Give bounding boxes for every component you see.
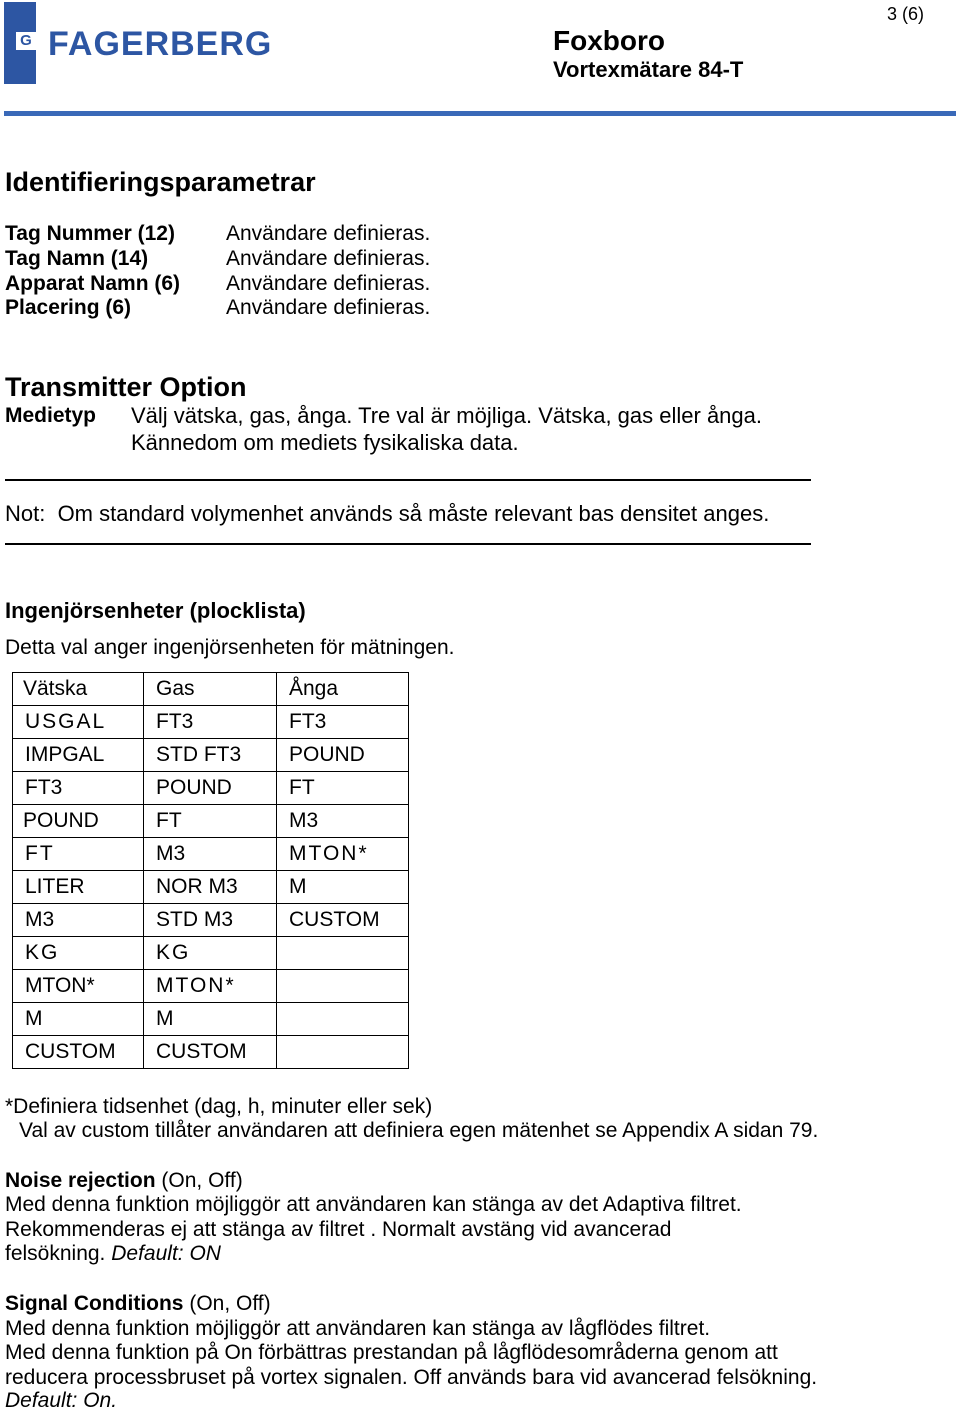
note-rule-bottom (5, 543, 811, 545)
table-cell: FT (277, 772, 409, 805)
table-cell (277, 970, 409, 1003)
units-footnote-2: Val av custom tillåter användaren att definiera egen mätenhet se Appendix A sidan 79. (19, 1119, 819, 1142)
table-cell: IMPGAL (13, 739, 144, 772)
table-header-row (13, 673, 409, 706)
table-cell: STD M3 (144, 904, 277, 937)
table-row (13, 970, 409, 1003)
noise-rejection-title-line (5, 1169, 243, 1193)
noise-rejection-text-3: felsökning. (5, 1242, 112, 1265)
table-cell: FT3 (277, 706, 409, 739)
note-text: Not: Om standard volymenhet används så måste relevant bas densitet anges. (5, 501, 770, 526)
table-row (13, 937, 409, 970)
noise-rejection-text-1: Med denna funktion möjliggör att användaren kan stänga av det Adaptiva filtret. (5, 1193, 742, 1216)
table-row (13, 904, 409, 937)
table-row (13, 1036, 409, 1069)
table-cell: FT3 (144, 706, 277, 739)
table-cell: NOR M3 (144, 871, 277, 904)
table-row (13, 805, 409, 838)
table-cell: MTON* (277, 838, 409, 871)
table-row (13, 772, 409, 805)
table-cell: MTON* (144, 970, 277, 1003)
noise-rejection-title: Noise rejection (5, 1169, 156, 1192)
table-cell: M (144, 1003, 277, 1036)
identification-heading: Identifieringsparametrar (5, 167, 316, 197)
table-cell: M3 (144, 838, 277, 871)
noise-rejection-default: Default: ON (111, 1242, 221, 1265)
column-header-gas: Gas (144, 673, 277, 706)
units-table (12, 672, 409, 1069)
noise-rejection-options: (On, Off) (155, 1169, 243, 1192)
table-row (13, 871, 409, 904)
signal-conditions-text-2: Med denna funktion på On förbättras prestandan på lågflödesområderna genom att (5, 1341, 778, 1364)
logo-text: FAGERBERG (48, 25, 273, 63)
units-description: Detta val anger ingenjörsenheten för mätningen. (5, 636, 455, 659)
param-label: Tag Nummer (12) (5, 222, 175, 245)
header-rule (4, 111, 956, 116)
param-value: Användare definieras. (226, 272, 431, 295)
param-value: Användare definieras. (226, 247, 431, 270)
table-cell: MTON* (13, 970, 144, 1003)
table-cell (277, 1003, 409, 1036)
page-number: 3 (6) (887, 4, 925, 24)
table-cell (277, 1036, 409, 1069)
param-value: Användare definieras. (226, 222, 431, 245)
table-row (13, 739, 409, 772)
table-cell: CUSTOM (13, 1036, 144, 1069)
table-cell: CUSTOM (277, 904, 409, 937)
medietyp-text-1: Välj vätska, gas, ånga. Tre val är möjliga. Vätska, gas eller ånga. (131, 403, 762, 428)
table-cell: KG (144, 937, 277, 970)
signal-conditions-text-3: reducera processbruset på vortex signalen. Off används bara vid avancerad felsökning. (5, 1366, 818, 1389)
param-label: Apparat Namn (6) (5, 272, 181, 295)
param-value: Användare definieras. (226, 296, 431, 319)
medietyp-text-2: Kännedom om mediets fysikaliska data. (131, 430, 519, 455)
signal-conditions-default: Default: On. (5, 1389, 118, 1412)
signal-conditions-options: (On, Off) (183, 1292, 271, 1315)
medietyp-label: Medietyp (5, 404, 97, 427)
header-subtitle: Vortexmätare 84-T (553, 57, 744, 82)
table-cell: POUND (277, 739, 409, 772)
signal-conditions-text-1: Med denna funktion möjliggör att användaren kan stänga av lågflödes filtret. (5, 1317, 711, 1340)
note-rule-top (5, 479, 811, 481)
table-cell (277, 937, 409, 970)
table-cell: FT (144, 805, 277, 838)
table-cell: USGAL (13, 706, 144, 739)
signal-conditions-title-line (5, 1292, 271, 1316)
table-cell: KG (13, 937, 144, 970)
table-cell: FT (13, 838, 144, 871)
param-label: Placering (6) (5, 296, 132, 319)
table-cell: LITER (13, 871, 144, 904)
table-row (13, 1003, 409, 1036)
signal-conditions-title: Signal Conditions (5, 1292, 184, 1315)
table-cell: M (13, 1003, 144, 1036)
logo-letter: G (20, 32, 32, 49)
table-cell: M3 (277, 805, 409, 838)
table-row (13, 838, 409, 871)
table-cell: STD FT3 (144, 739, 277, 772)
fagerberg-logo (4, 2, 274, 86)
table-cell: POUND (144, 772, 277, 805)
table-row (13, 706, 409, 739)
table-cell: CUSTOM (144, 1036, 277, 1069)
column-header-vatska: Vätska (13, 673, 144, 706)
column-header-anga: Ånga (277, 673, 409, 706)
noise-rejection-text-2: Rekommenderas ej att stänga av filtret . Normalt avstäng vid avancerad (5, 1218, 672, 1241)
units-heading: Ingenjörsenheter (plocklista) (5, 598, 306, 623)
table-cell: M3 (13, 904, 144, 937)
noise-rejection-text-3-line (5, 1242, 221, 1266)
table-cell: M (277, 871, 409, 904)
transmitter-heading: Transmitter Option (5, 372, 247, 402)
param-label: Tag Namn (14) (5, 247, 149, 270)
table-cell: FT3 (13, 772, 144, 805)
units-footnote-1: *Definiera tidsenhet (dag, h, minuter eller sek) (5, 1095, 433, 1118)
table-cell: POUND (13, 805, 144, 838)
header-title: Foxboro (553, 25, 665, 56)
